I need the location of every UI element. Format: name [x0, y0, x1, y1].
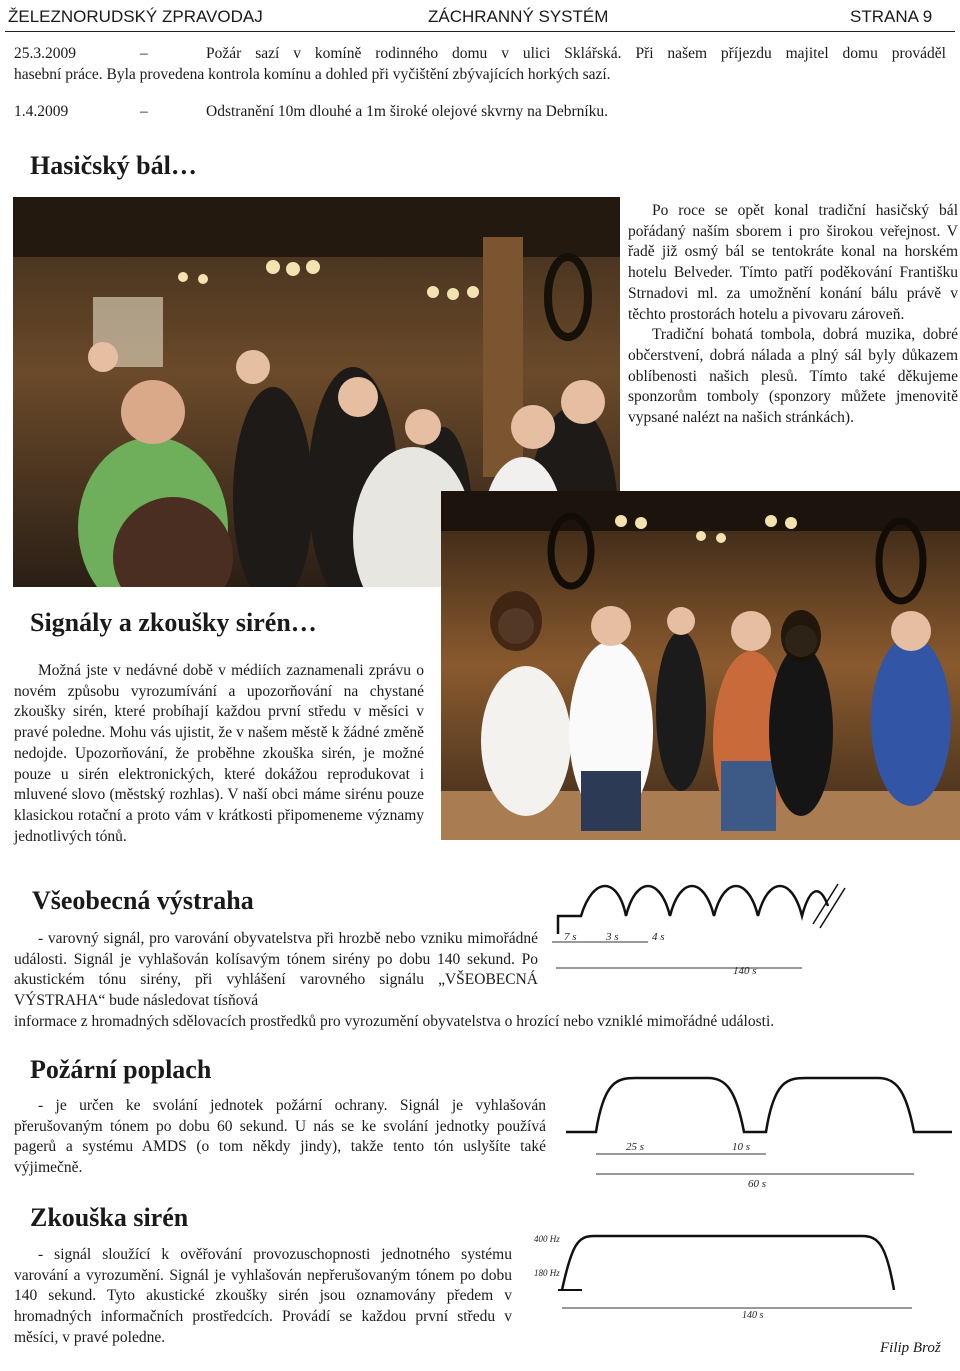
- event-date: 25.3.2009: [14, 45, 76, 62]
- event-date: 1.4.2009: [14, 103, 69, 120]
- sirens-intro: Možná jste v nedávné době v médiích zaznamenali zprávu o novém způsobu vyrozumívání a upozorňování na chystané zkoušky sirén, které probíhají každou první středu v měsíci v pravé poledne. Mohu vás ujistit, že v našem městě k žádné změně nedojde. Upozorňování, že proběhne zkouška sirén, je možné pouze u sirén elektronických, které dokážou reprodukovat i mluvené slovo (městský rozhlas). V naší obci máme sirénu pouze klasickou rotační a proto vám v krátkosti připomeneme významy jednotlivých tónů.: [14, 662, 424, 845]
- event-text: Odstranění 10m dlouhé a 1m široké olejové skvrny na Debrníku.: [206, 103, 609, 120]
- event-text: Požár sazí v komíně rodinného domu v ulici Sklářská. Při našem příjezdu majitel domu prováděl: [206, 45, 946, 62]
- ball-heading: Hasičský bál…: [30, 151, 197, 180]
- page-number: STRANA 9: [850, 7, 933, 26]
- diagram-label: 140 s: [733, 965, 757, 977]
- author-signature: Filip Brož: [880, 1340, 941, 1356]
- publication-name: ŽELEZNORUDSKÝ ZPRAVODAJ: [8, 7, 263, 26]
- general-warning-heading: Všeobecná výstraha: [32, 886, 254, 915]
- ball-text: [628, 201, 958, 429]
- diagram-label: 7 s: [564, 931, 577, 943]
- diagram-label: 3 s: [606, 931, 619, 943]
- diagram-label: 10 s: [732, 1141, 751, 1153]
- page-header: [0, 0, 960, 32]
- event-entry: [14, 44, 946, 86]
- diagram-label: 180 Hz: [534, 1268, 560, 1278]
- general-warning-text-cont: informace z hromadných sdělovacích prostředků pro vyrozumění obyvatelstva o hrozící nebo vzniklé mimořádné události.: [14, 1013, 775, 1030]
- event-entry: [14, 102, 946, 123]
- event-dash: –: [140, 45, 148, 62]
- siren-test-text: - signál sloužící k ověřování provozuschopnosti jednotného systému varování a vyrozumění. Signál je vyhlašován nepřerušovaným tónem po dobu 140 sekund. Tyto akustické zkoušky sirén jsou oznamovány předem v hromadných informačních prostředcích. Provádí se každou první středu v měsíci, v pravé poledne.: [14, 1246, 512, 1346]
- general-warning-text: - varovný signál, pro varování obyvatelstva při hrozbě nebo vzniku mimořádné události. Signál je vyhlašován kolísavým tónem sirény po dobu 140 sekund. Po akustickém tónu sirény, při vyhlášení varovného signálu „VŠEOBECNÁ VÝSTRAHA“ bude následovat tísňová: [14, 930, 538, 1010]
- fire-alarm-text: - je určen ke svolání jednotek požární ochrany. Signál je vyhlašován přerušovaným tónem po dobu 60 sekund. U nás se ke svolání jednotky používá pagerů a systému AMDS (o tom někdy jindy), takže tento tón uslyšíte také výjimečně.: [14, 1097, 546, 1177]
- ball-photo-2: [441, 491, 960, 840]
- ball-paragraph: Po roce se opět konal tradiční hasičský bál pořádaný naším sborem i pro širokou veřejnost. V řadě již osmý bál se tentokráte konal na horském hotelu Belveder. Tímto patří poděkování Františku Strnadovi ml. za umožnění konání bálu právě v těchto prostorách hotelu a pivovaru zároveň.: [628, 202, 958, 323]
- diagram-label: 25 s: [626, 1141, 645, 1153]
- siren-test-heading: Zkouška sirén: [30, 1203, 189, 1232]
- diagram-label: 60 s: [748, 1178, 767, 1190]
- siren-test-diagram: [532, 1224, 952, 1324]
- fire-alarm-diagram: [560, 1070, 958, 1198]
- diagram-label: 140 s: [742, 1310, 764, 1321]
- general-warning-diagram: [548, 876, 856, 988]
- section-name: ZÁCHRANNÝ SYSTÉM: [428, 7, 609, 26]
- diagram-label: 4 s: [652, 931, 665, 943]
- sirens-heading: Signály a zkoušky sirén…: [30, 608, 317, 637]
- diagram-label: 400 Hz: [534, 1234, 560, 1244]
- ball-paragraph: Tradiční bohatá tombola, dobrá muzika, dobré občerstvení, dobrá nálada a plný sál byly důkazem oblíbenosti našich plesů. Tímto také děkujeme sponzorům tomboly (sponzory můžete jmenovitě vypsané nalézt na našich stránkách).: [628, 326, 958, 427]
- fire-alarm-heading: Požární poplach: [30, 1055, 212, 1084]
- event-dash: –: [140, 103, 148, 120]
- event-text-cont: hasební práce. Byla provedena kontrola komínu a dohled při vyčištění zbývajících horkých sazí.: [14, 66, 611, 83]
- header-rule: [5, 31, 955, 32]
